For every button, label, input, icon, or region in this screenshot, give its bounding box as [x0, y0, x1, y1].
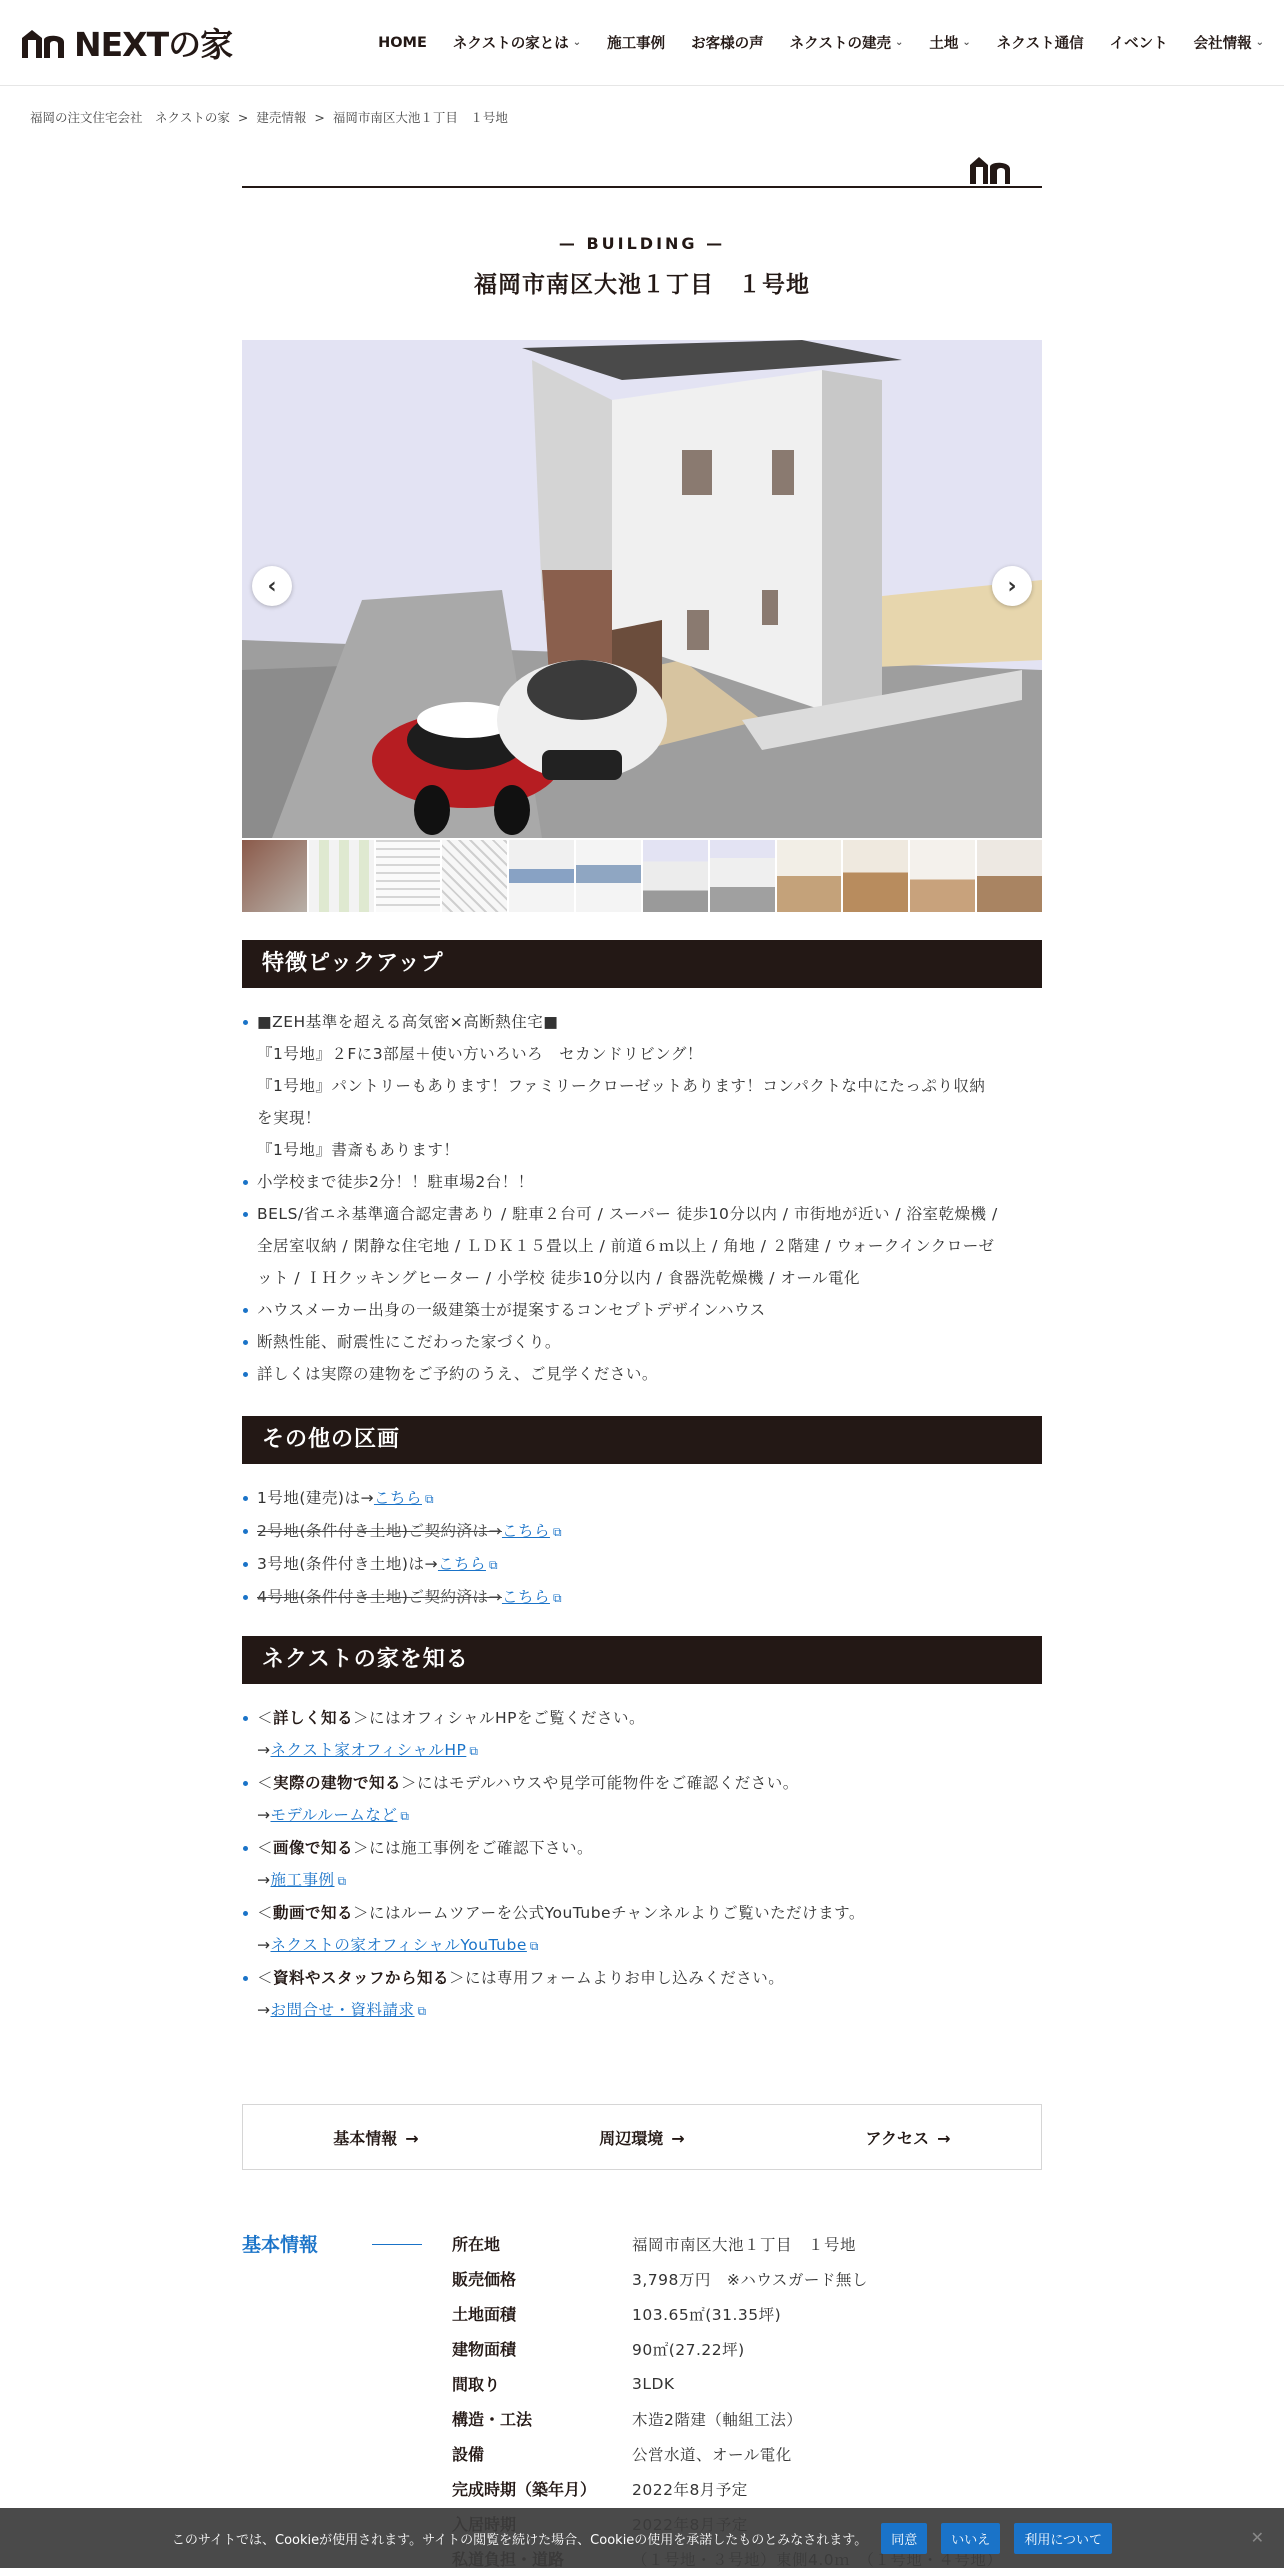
external-link-icon: ⧉ [424, 1492, 435, 1506]
close-icon[interactable]: ✕ [1250, 2528, 1264, 2547]
chevron-right-icon: › [1007, 573, 1017, 599]
feature-item: 小学校まで徒歩2分！！駐車場2台！！ [242, 1166, 1042, 1198]
external-link-icon: ⧉ [337, 1874, 347, 1888]
info-row [452, 2436, 1042, 2471]
lot-link[interactable]: こちら [501, 1522, 550, 1540]
breadcrumb [0, 86, 1284, 150]
know-item-open: ＜ [257, 1774, 274, 1792]
external-link-icon: ⧉ [529, 1939, 539, 1953]
know-item [242, 1962, 1042, 1994]
info-key: 設備 [452, 2445, 485, 2464]
lot-label: 4号地(条件付き土地)ご契約済は→ [257, 1588, 502, 1606]
info-heading-rule [372, 2244, 422, 2245]
info-tab-label: 周辺環境 [599, 2128, 664, 2148]
chevron-down-icon: ⌄ [894, 37, 904, 48]
know-item-title: 資料やスタッフから知る [273, 1969, 450, 1987]
chevron-left-icon: ‹ [267, 573, 277, 599]
thumbnail[interactable] [576, 840, 641, 912]
feature-item: ■ZEH基準を超える高気密×高断熱住宅■ [242, 1006, 1042, 1038]
slider-next-button[interactable] [992, 566, 1032, 606]
info-key: 構造・工法 [452, 2410, 533, 2429]
know-item-desc: ＞にはルームツアーを公式YouTubeチャンネルよりご覧いただけます。 [353, 1904, 865, 1922]
thumbnail[interactable] [509, 840, 574, 912]
external-link-icon: ⧉ [552, 1591, 563, 1605]
nav-item-label: お客様の声 [691, 36, 764, 52]
thumbnail[interactable] [442, 840, 507, 912]
nav-item-label: ネクスト通信 [996, 36, 1084, 52]
cookie-decline-button[interactable]: いいえ [941, 2523, 1000, 2554]
lot-label: 1号地(建売)は→ [257, 1489, 374, 1507]
thumbnail[interactable] [710, 840, 775, 912]
feature-item: ット / ＩＨクッキングヒーター / 小学校 徒歩10分以内 / 食器洗乾燥機 / オール電化 [257, 1269, 861, 1287]
nav-item-label: HOME [378, 34, 427, 51]
thumbnail[interactable] [242, 840, 307, 912]
thumbnail[interactable] [910, 840, 975, 912]
house-rendering-image [242, 340, 1042, 838]
nav-item-label: 施工事例 [607, 36, 666, 52]
info-key: 販売価格 [452, 2270, 517, 2289]
know-item-desc: ＞にはモデルハウスや見学可能物件をご確認ください。 [401, 1774, 799, 1792]
external-link-icon: ⧉ [400, 1809, 410, 1823]
info-tab[interactable] [243, 2126, 509, 2149]
lot-link[interactable]: こちら [437, 1555, 486, 1573]
info-key: 所在地 [452, 2235, 501, 2254]
know-item-link-row [242, 1929, 1042, 1962]
lot-link[interactable]: こちら [501, 1588, 550, 1606]
arrow-right-icon: → [671, 2128, 685, 2148]
chevron-down-icon: ⌄ [962, 37, 971, 48]
cookie-bar [0, 2508, 1284, 2568]
section-label: — BUILDING — [558, 234, 726, 253]
external-link-icon: ⧉ [488, 1558, 499, 1572]
feature-item: 『1号地』２Fに3部屋＋使い方いろいろ セカンドリビング！ [257, 1045, 703, 1063]
lot-item [242, 1482, 1042, 1515]
info-value: 103.65㎡(31.35坪) [632, 2305, 782, 2324]
lot-item [242, 1515, 1042, 1548]
cookie-accept-button[interactable]: 同意 [881, 2523, 927, 2554]
chevron-down-icon: ⌄ [572, 37, 582, 48]
breadcrumb-separator: > [314, 110, 325, 125]
thumbnail[interactable] [643, 840, 708, 912]
nav-item[interactable] [607, 32, 665, 53]
feature-item: 『1号地』書斎もあります！ [257, 1141, 460, 1159]
know-item-desc: ＞には専用フォームよりお申し込みください。 [449, 1969, 785, 1987]
know-item [242, 1897, 1042, 1929]
nav-item-label: 会社情報 [1193, 36, 1252, 52]
info-value: 2022年8月予定 [632, 2480, 748, 2499]
know-item-title: 実際の建物で知る [273, 1774, 402, 1792]
know-item-open: ＜ [257, 1709, 274, 1727]
feature-item: を実現！ [257, 1109, 322, 1127]
site-logo[interactable] [20, 19, 232, 66]
info-key: 建物面積 [452, 2340, 517, 2359]
thumbnail[interactable] [309, 840, 374, 912]
features-list [242, 1006, 1042, 1390]
house-mark-icon [968, 154, 1014, 186]
info-row [452, 2261, 1042, 2296]
know-item-title: 画像で知る [273, 1839, 354, 1857]
info-tab[interactable] [509, 2126, 775, 2149]
info-heading: 基本情報 [242, 2234, 319, 2256]
external-link-icon: ⧉ [417, 2004, 427, 2018]
feature-item: 『1号地』パントリーもあります！ファミリークローゼットあります！コンパクトな中にたっぷり収納 [257, 1077, 986, 1095]
cookie-message: このサイトでは、Cookieが使用されます。サイトの閲覧を続けた場合、Cookieの使用を承諾したものとみなされます。 [171, 2532, 868, 2548]
house-logo-icon [20, 26, 66, 60]
page-title: 福岡市南区大池１丁目 １号地 [474, 272, 810, 298]
logo-text: NEXTの家 [74, 25, 233, 64]
know-item [242, 1767, 1042, 1799]
slider-prev-button[interactable] [252, 566, 292, 606]
know-item-link-row [242, 1799, 1042, 1832]
know-item-open: ＜ [257, 1969, 274, 1987]
nav-item[interactable] [453, 32, 581, 53]
info-tab-label: 基本情報 [333, 2128, 398, 2148]
know-item-link[interactable]: ネクストの家オフィシャルYouTube [270, 1936, 527, 1954]
info-row [452, 2401, 1042, 2436]
info-row [452, 2226, 1042, 2261]
thumbnail[interactable] [376, 840, 441, 912]
nav-item-label: ネクストの家とは [452, 36, 569, 52]
lot-label: 3号地(条件付き土地)は→ [257, 1555, 438, 1573]
info-value: 木造2階建（軸組工法） [632, 2410, 803, 2429]
breadcrumb-home[interactable]: 福岡の注文住宅会社 ネクストの家 [30, 110, 230, 125]
features-heading: 特徴ピックアップ [242, 940, 1042, 988]
lot-item [242, 1581, 1042, 1614]
photo-slider[interactable] [242, 340, 1042, 838]
info-row [452, 2471, 1042, 2506]
title-divider [242, 150, 1042, 188]
nav-item[interactable] [378, 35, 427, 51]
nav-item[interactable] [691, 32, 764, 53]
know-heading: ネクストの家を知る [242, 1636, 1042, 1684]
know-item-link-row [242, 1734, 1042, 1767]
feature-item: 詳しくは実際の建物をご予約のうえ、ご見学ください。 [242, 1358, 1042, 1390]
know-list [242, 1702, 1042, 2027]
feature-item: ハウスメーカー出身の一級建築士が提案するコンセプトデザインハウス [242, 1294, 1042, 1326]
site-header [0, 0, 1284, 86]
feature-item: 断熱性能、耐震性にこだわった家づくり。 [242, 1326, 1042, 1358]
slider-thumbnails [242, 840, 1042, 912]
info-tab[interactable] [775, 2126, 1041, 2149]
nav-item[interactable] [1110, 32, 1168, 53]
info-row [452, 2366, 1042, 2401]
info-value: 90㎡(27.22坪) [632, 2340, 745, 2359]
nav-item-label: ネクストの建売 [789, 36, 891, 52]
know-item-desc: ＞にはオフィシャルHPをご覧ください。 [353, 1709, 646, 1727]
external-link-icon: ⧉ [552, 1525, 563, 1539]
info-key: 完成時期（築年月） [452, 2480, 597, 2499]
breadcrumb-current: 福岡市南区大池１丁目 １号地 [332, 110, 508, 125]
arrow-text: → [257, 2001, 271, 2019]
know-item-link[interactable]: ネクスト家オフィシャルHP [270, 1741, 467, 1759]
lot-item [242, 1548, 1042, 1581]
external-link-icon: ⧉ [469, 1744, 479, 1758]
other-lots-list [242, 1482, 1042, 1614]
breadcrumb-separator: > [237, 110, 249, 125]
info-value: 福岡市南区大池１丁目 １号地 [632, 2235, 857, 2254]
know-item-desc: ＞には施工事例をご確認下さい。 [353, 1839, 594, 1857]
nav-item[interactable] [929, 32, 970, 53]
thumbnail[interactable] [777, 840, 842, 912]
arrow-text: → [257, 1871, 271, 1889]
lot-label: 2号地(条件付き土地)ご契約済は→ [257, 1522, 502, 1540]
chevron-down-icon: ⌄ [1255, 37, 1264, 48]
lot-link[interactable]: こちら [373, 1489, 422, 1507]
info-value: 3LDK [632, 2374, 675, 2393]
know-item [242, 1702, 1042, 1734]
info-value: 公営水道、オール電化 [632, 2445, 792, 2464]
nav-item[interactable] [997, 32, 1084, 53]
know-item-title: 詳しく知る [273, 1709, 354, 1727]
info-row [452, 2331, 1042, 2366]
other-lots-heading: その他の区画 [242, 1416, 1042, 1464]
cookie-about-button[interactable]: 利用について [1014, 2523, 1112, 2554]
know-item-title: 動画で知る [273, 1904, 354, 1922]
nav-item-label: イベント [1109, 36, 1168, 52]
main-nav [378, 32, 1264, 53]
info-tab-label: アクセス [865, 2128, 930, 2148]
know-item [242, 1832, 1042, 1864]
feature-item: BELS/省エネ基準適合認定書あり / 駐車２台可 / スーパー 徒歩10分以内 / 市街地が近い / 浴室乾燥機 / [242, 1198, 1042, 1230]
info-row [452, 2296, 1042, 2331]
info-key: 土地面積 [452, 2305, 517, 2324]
info-key: 間取り [452, 2375, 501, 2394]
arrow-text: → [257, 1741, 271, 1759]
info-tabs [242, 2104, 1042, 2170]
feature-item: 全居室収納 / 閑静な住宅地 / ＬＤＫ１５畳以上 / 前道６ｍ以上 / 角地 / ２階建 / ウォークインクローゼ [257, 1237, 995, 1255]
thumbnail[interactable] [977, 840, 1042, 912]
know-item-link-row [242, 1994, 1042, 2027]
know-item-link[interactable]: 施工事例 [270, 1871, 335, 1889]
arrow-right-icon: → [937, 2128, 951, 2148]
know-item-link-row [242, 1864, 1042, 1897]
info-value: 3,798万円 ※ハウスガード無し [632, 2270, 868, 2289]
nav-item[interactable] [790, 32, 904, 53]
thumbnail[interactable] [843, 840, 908, 912]
nav-item-label: 土地 [929, 36, 959, 52]
arrow-right-icon: → [405, 2128, 419, 2148]
know-item-open: ＜ [257, 1839, 274, 1857]
know-item-link[interactable]: モデルルームなど [270, 1806, 398, 1824]
know-item-open: ＜ [257, 1904, 274, 1922]
arrow-text: → [257, 1936, 271, 1954]
arrow-text: → [257, 1806, 271, 1824]
know-item-link[interactable]: お問合せ・資料請求 [270, 2001, 415, 2019]
nav-item[interactable] [1194, 32, 1264, 53]
breadcrumb-category[interactable]: 建売情報 [256, 110, 307, 125]
